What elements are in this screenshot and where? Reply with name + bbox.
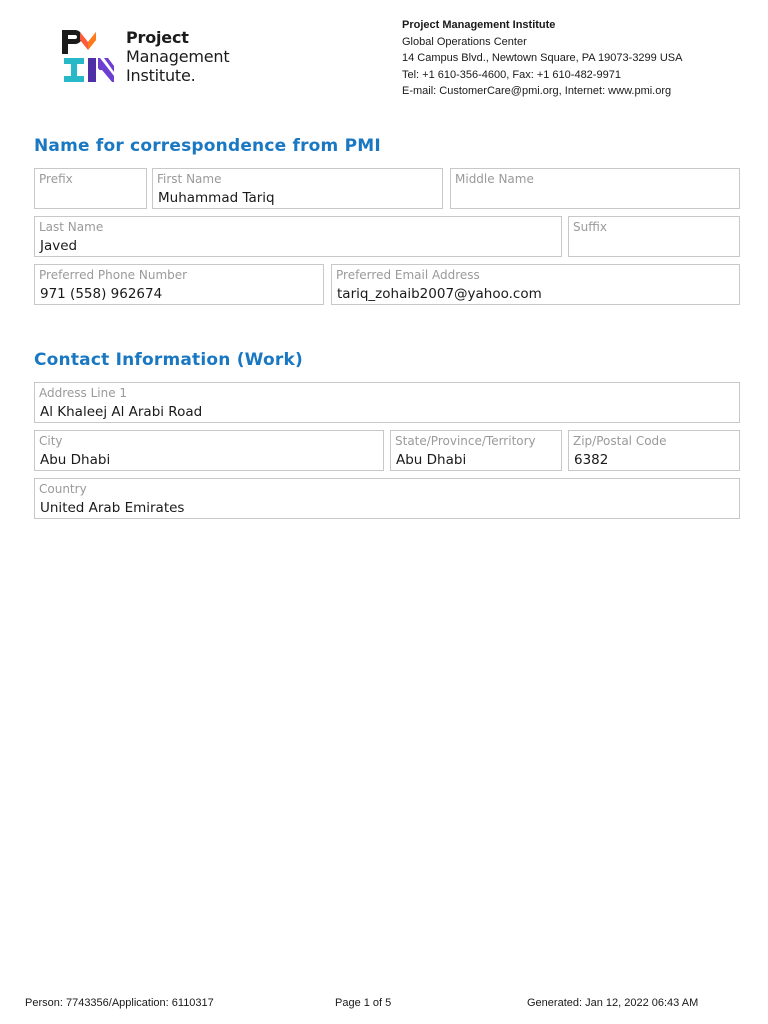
city-label: City [39,434,63,448]
address-line-1-field[interactable] [34,382,740,423]
middle-name-field[interactable] [450,168,740,209]
pmi-logo-text [126,28,229,85]
suffix-label: Suffix [573,220,607,234]
email-label: Preferred Email Address [336,268,480,282]
org-line-3: Tel: +1 610-356-4600, Fax: +1 610-482-9971 [402,68,621,81]
prefix-label: Prefix [39,172,73,186]
first-name-field[interactable] [152,168,443,209]
correspondence-heading: Name for correspondence from PMI [34,136,381,156]
last-name-value: Javed [40,238,78,254]
last-name-field[interactable] [34,216,562,257]
email-field[interactable] [331,264,740,305]
logo-line-project: Project [126,28,189,47]
zip-label: Zip/Postal Code [573,434,667,448]
last-name-label: Last Name [39,220,104,234]
logo-line-management: Management [126,47,230,66]
contact-heading: Contact Information (Work) [34,350,303,370]
state-value: Abu Dhabi [396,452,467,468]
city-value: Abu Dhabi [40,452,111,468]
org-address-block [402,17,682,100]
middle-name-label: Middle Name [455,172,534,186]
first-name-label: First Name [157,172,222,186]
email-value: tariq_zohaib2007@yahoo.com [337,286,542,302]
country-field[interactable] [34,478,740,519]
zip-field[interactable] [568,430,740,471]
phone-field[interactable] [34,264,324,305]
footer-page: Page 1 of 5 [335,997,392,1009]
city-field[interactable] [34,430,384,471]
country-value: United Arab Emirates [40,500,185,516]
org-line-1: Global Operations Center [402,35,527,48]
footer-person: Person: 7743356/Application: 6110317 [25,997,214,1009]
pmi-logo [62,28,262,88]
phone-value: 971 (558) 962674 [40,286,163,302]
suffix-field[interactable] [568,216,740,257]
first-name-value: Muhammad Tariq [158,190,275,206]
prefix-field[interactable] [34,168,147,209]
logo-line-institute: Institute. [126,66,196,85]
zip-value: 6382 [574,452,609,468]
org-line-4: E-mail: CustomerCare@pmi.org, Internet: www.pmi.org [402,85,672,97]
country-label: Country [39,482,87,496]
pmi-logo-mark-icon [62,28,118,84]
state-field[interactable] [390,430,562,471]
address-line-1-value: Al Khaleej Al Arabi Road [40,404,203,420]
org-name: Project Management Institute [402,19,556,31]
address-line-1-label: Address Line 1 [39,386,128,400]
phone-label: Preferred Phone Number [39,268,188,282]
footer-generated: Generated: Jan 12, 2022 06:43 AM [527,997,699,1009]
org-line-2: 14 Campus Blvd., Newtown Square, PA 19073-3299 USA [402,52,683,64]
state-label: State/Province/Territory [395,434,536,448]
